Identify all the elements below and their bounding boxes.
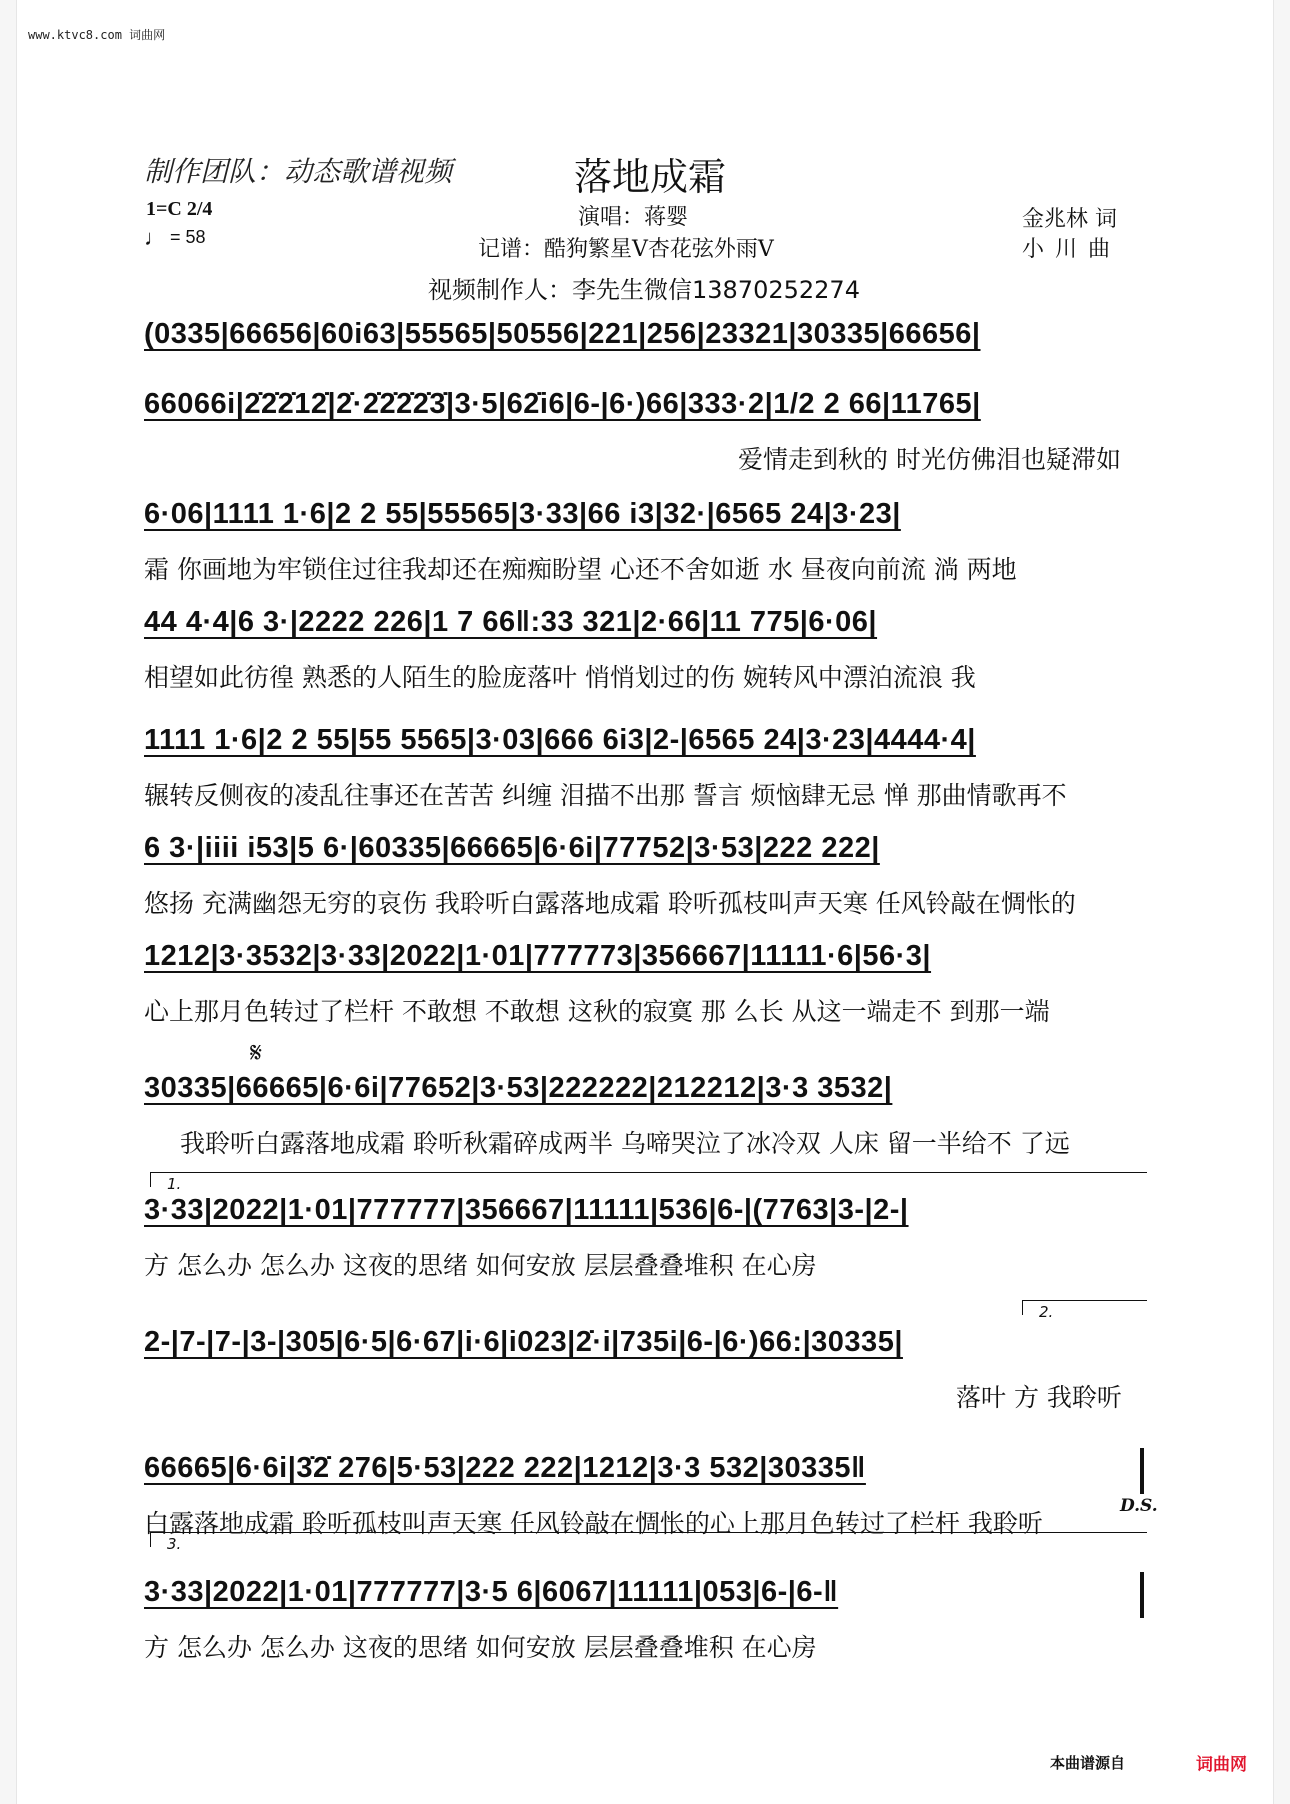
tempo-value: = 58 xyxy=(170,227,206,247)
key-signature: 1=C 2/4 xyxy=(146,198,213,220)
lyric-line: 心上那月色转过了栏杆 不敢想 不敢想 这秋的寂寞 那 么长 从这一端走不 到那一端 xyxy=(144,997,1050,1026)
notation-line: 3·33|2022|1·01|777777|356667|11111|536|6-|(7763|3-|2-| xyxy=(144,1194,909,1226)
score-row-10 xyxy=(138,1326,1148,1412)
tempo-marking xyxy=(144,225,206,251)
lyric-line: 方 怎么办 怎么办 这夜的思绪 如何安放 层层叠叠堆积 在心房 xyxy=(144,1251,817,1280)
notation-line: 30335|66665|6·6i|77652|3·53|222222|212212|3·3 3532| xyxy=(144,1072,893,1104)
final-barline xyxy=(1140,1448,1144,1494)
score-row-5 xyxy=(138,724,1148,810)
notation-line: 66066i|2̇2̇2̇12̇|2̇·2̇2̇2̇2̇3̇|3·5|62̇i6|6-|6·)66|333·2|1/2 2 66|11765| xyxy=(144,388,981,420)
lyric-line: 相望如此彷徨 熟悉的人陌生的脸庞落叶 悄悄划过的伤 婉转风中漂泊流浪 我 xyxy=(144,663,976,692)
score-row-1 xyxy=(138,318,1148,372)
notation-line: 66665|6·6i|3̇2̇ 276|5·53|222 222|1212|3·3 532|30335‖ xyxy=(144,1452,866,1484)
lyric-line: 爱情走到秋的 时光仿佛泪也疑滞如 xyxy=(738,445,1121,474)
video-producer: 视频制作人：李先生微信13870252274 xyxy=(428,276,860,304)
transcriber: 记谱：酷狗繁星V杏花弦外雨V xyxy=(478,237,774,262)
volta-bracket-2: 2. xyxy=(1022,1300,1147,1315)
notation-line: 6 3·|iiii i53|5 6·|60335|66665|6·6i|77752|3·53|222 222| xyxy=(144,832,880,864)
quarter-note-icon: ♩ xyxy=(144,225,166,250)
lyric-line: 辗转反侧夜的凌乱往事还在苦苦 纠缠 泪描不出那 誓言 烦恼肆无忌 惮 那曲情歌再不 xyxy=(144,781,1067,810)
singer: 演唱：蒋婴 xyxy=(578,205,689,230)
volta-bracket-3: 3. xyxy=(150,1532,1147,1547)
production-team: 制作团队：动态歌谱视频 xyxy=(144,155,453,188)
composer: 小 川 曲 xyxy=(1022,237,1112,262)
volta-bracket-1: 1. xyxy=(150,1172,1147,1187)
notation-line: 1111 1·6|2 2 55|55 5565|3·03|666 6i3|2-|6565 24|3·23|4444·4| xyxy=(144,724,976,756)
lyric-line: 方 怎么办 怎么办 这夜的思绪 如何安放 层层叠叠堆积 在心房 xyxy=(144,1633,817,1662)
brand-logo-text[interactable]: 词曲网 xyxy=(1196,1755,1247,1775)
notation-line: (0335|66656|60i63|55565|50556|221|256|23321|30335|66656| xyxy=(144,318,981,350)
notation-line: 6·06|1111 1·6|2 2 55|55565|3·33|66 i3|32·|6565 24|3·23| xyxy=(144,498,901,530)
notation-line: 3·33|2022|1·01|777777|3·5 6|6067|11111|053|6-|6-‖ xyxy=(144,1576,839,1608)
lyricist: 金兆林 词 xyxy=(1022,207,1117,232)
score-row-9 xyxy=(138,1194,1148,1280)
score-row-2 xyxy=(138,388,1148,474)
lyric-line: 白露落地成霜 聆听孤枝叫声天寒 任风铃敲在惆怅的心上那月色转过了栏杆 我聆听 xyxy=(144,1509,1043,1538)
right-margin-strip xyxy=(1273,0,1290,1804)
score-row-3 xyxy=(138,498,1148,584)
score-row-8 xyxy=(138,1072,1148,1158)
left-margin-strip xyxy=(0,0,17,1804)
dal-segno-mark: D.S. xyxy=(1120,1496,1158,1516)
final-barline xyxy=(1140,1572,1144,1618)
song-title: 落地成霜 xyxy=(574,155,727,199)
score-row-4 xyxy=(138,606,1148,692)
lyric-line: 落叶 方 我聆听 xyxy=(956,1383,1122,1412)
notation-line: 44 4·4|6 3·|2222 226|1 7 66‖:33 321|2·66|11 775|6·06| xyxy=(144,606,878,638)
score-row-7 xyxy=(138,940,1148,1026)
source-label: 本曲谱源自 xyxy=(1050,1754,1126,1772)
lyric-line: 悠扬 充满幽怨无穷的哀伤 我聆听白露落地成霜 聆听孤枝叫声天寒 任风铃敲在惆怅的 xyxy=(144,889,1076,918)
lyric-line: 我聆听白露落地成霜 聆听秋霜碎成两半 乌啼哭泣了冰冷双 人床 留一半给不 了远 xyxy=(180,1129,1070,1158)
site-watermark: www.ktvc8.com 词曲网 xyxy=(28,28,166,42)
lyric-line: 霜 你画地为牢锁住过往我却还在痴痴盼望 心还不舍如逝 水 昼夜向前流 淌 两地 xyxy=(144,555,1017,584)
segno-sign: 𝄋 xyxy=(250,1036,263,1069)
score-row-6 xyxy=(138,832,1148,918)
score-row-12 xyxy=(138,1576,1148,1662)
notation-line: 1212|3·3532|3·33|2022|1·01|777773|356667|11111·6|56·3| xyxy=(144,940,932,972)
notation-line: 2-|7-|7-|3-|305|6·5|6·67|i·6|i023|2̇·i|735i|6-|6·)66:|30335| xyxy=(144,1326,903,1358)
